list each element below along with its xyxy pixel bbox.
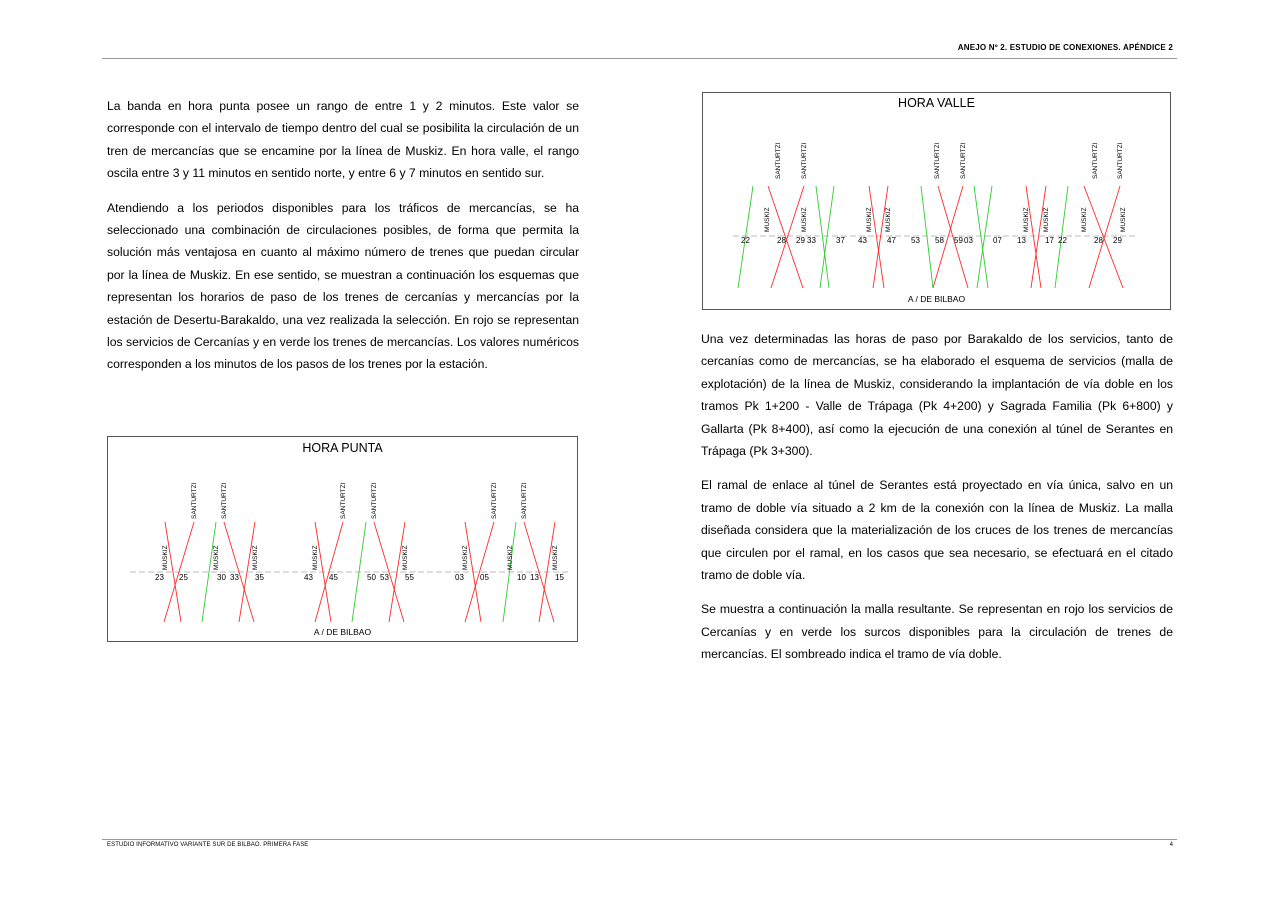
mercancias-train-line bbox=[974, 186, 988, 288]
santurtzi-direction-label: SANTURTZI bbox=[221, 482, 229, 519]
cercanias-train-line bbox=[873, 186, 888, 288]
cercanias-train-line bbox=[539, 522, 555, 622]
santurtzi-direction-label: SANTURTZI bbox=[191, 482, 199, 519]
muskiz-direction-label: MUSKIZ bbox=[866, 207, 874, 232]
minute-label: 25 bbox=[179, 573, 188, 582]
minute-label: 13 bbox=[530, 573, 539, 582]
minute-label: 37 bbox=[836, 236, 845, 245]
santurtzi-direction-label: SANTURTZI bbox=[371, 482, 379, 519]
santurtzi-direction-label: SANTURTZI bbox=[1092, 142, 1100, 179]
cercanias-train-line bbox=[869, 186, 884, 288]
minute-label: 33 bbox=[807, 236, 816, 245]
paragraph-band-range: La banda en hora punta posee un rango de entre 1 y 2 minutos. Este valor se corresponde con el intervalo de tiempo dentro del cual se posibilita la circulación de un tren de mercancías que se encamine por la línea de Muskiz. En hora valle, el rango oscila entre 3 y 11 minutos en sentido norte, y entre 6 y 7 minutos en sentido sur. bbox=[107, 99, 579, 181]
minute-label: 22 bbox=[741, 236, 750, 245]
santurtzi-direction-label: SANTURTZI bbox=[775, 142, 783, 179]
santurtzi-direction-label: SANTURTZI bbox=[960, 142, 968, 179]
bilbao-direction-label: A / DE BILBAO bbox=[313, 627, 372, 637]
muskiz-direction-label: MUSKIZ bbox=[1023, 207, 1031, 232]
santurtzi-direction-label: SANTURTZI bbox=[801, 142, 809, 179]
minute-label: 33 bbox=[230, 573, 239, 582]
muskiz-direction-label: MUSKIZ bbox=[801, 207, 809, 232]
minute-label: 28 bbox=[1094, 236, 1103, 245]
minute-label: 55 bbox=[405, 573, 414, 582]
minute-label: 10 bbox=[517, 573, 526, 582]
paragraph-ramal: El ramal de enlace al túnel de Serantes está proyectado en vía única, salvo en un tramo de doble vía situado a 2 km de la conexión con la línea de Muskiz. La malla diseñada considera que la materialización de los cruces de los trenes de mercancías que circulen por el ramal, en los casos que sea necesario, se efectuará en el citado tramo de doble vía. bbox=[701, 478, 1173, 583]
minute-label: 17 bbox=[1045, 236, 1054, 245]
diagram-title: HORA VALLE bbox=[898, 96, 975, 110]
minute-label: 59 bbox=[954, 236, 963, 245]
right-column bbox=[701, 328, 1173, 678]
footer-rule bbox=[102, 839, 1177, 840]
muskiz-direction-label: MUSKIZ bbox=[162, 545, 170, 570]
muskiz-direction-label: MUSKIZ bbox=[252, 545, 260, 570]
bilbao-direction-label: A / DE BILBAO bbox=[907, 294, 966, 304]
santurtzi-direction-label: SANTURTZI bbox=[521, 482, 529, 519]
santurtzi-direction-label: SANTURTZI bbox=[934, 142, 942, 179]
santurtzi-direction-label: SANTURTZI bbox=[491, 482, 499, 519]
muskiz-direction-label: MUSKIZ bbox=[764, 207, 772, 232]
minute-label: 47 bbox=[887, 236, 896, 245]
header-rule bbox=[102, 58, 1177, 59]
minute-label: 43 bbox=[858, 236, 867, 245]
minute-label: 58 bbox=[935, 236, 944, 245]
mercancias-train-line bbox=[921, 186, 933, 288]
paragraph-resultado: Se muestra a continuación la malla resultante. Se representan en rojo los servicios de Cercanías y en verde los surcos disponibles para la circulación de trenes de mercancías. El sombreado indica el tramo de vía doble. bbox=[701, 602, 1173, 662]
minute-label: 45 bbox=[329, 573, 338, 582]
minute-label: 05 bbox=[480, 573, 489, 582]
footer-page-number: 4 bbox=[1169, 842, 1173, 848]
diagram-hora-punta bbox=[107, 436, 578, 642]
minute-label: 23 bbox=[155, 573, 164, 582]
minute-label: 50 bbox=[367, 573, 376, 582]
minute-label: 22 bbox=[1058, 236, 1067, 245]
muskiz-direction-label: MUSKIZ bbox=[1043, 207, 1051, 232]
mercancias-train-line bbox=[977, 186, 992, 288]
left-column bbox=[107, 95, 579, 388]
minute-label: 03 bbox=[964, 236, 973, 245]
minute-label: 28 bbox=[777, 236, 786, 245]
muskiz-direction-label: MUSKIZ bbox=[885, 207, 893, 232]
muskiz-direction-label: MUSKIZ bbox=[213, 545, 221, 570]
muskiz-direction-label: MUSKIZ bbox=[1120, 207, 1128, 232]
footer-document-title: ESTUDIO INFORMATIVO VARIANTE SUR DE BILBAO. PRIMERA FASE bbox=[107, 842, 309, 848]
muskiz-direction-label: MUSKIZ bbox=[402, 545, 410, 570]
minute-label: 13 bbox=[1017, 236, 1026, 245]
diagram-hora-punta-svg bbox=[108, 437, 577, 641]
minute-label: 35 bbox=[255, 573, 264, 582]
paragraph-malla: Una vez determinadas las horas de paso por Barakaldo de los servicios, tanto de cercanías como de mercancías, se ha elaborado el esquema de servicios (malla de explotación) de la línea de Muskiz, considerando la implantación de vía doble en los tramos Pk 1+200 - Valle de Trápaga (Pk 4+200) y Sagrada Familia (Pk 6+800) y Gallarta (Pk 8+400), así como la ejecución de una conexión al túnel de Serantes en Trápaga (Pk 3+300). bbox=[701, 332, 1173, 459]
diagram-title: HORA PUNTA bbox=[302, 441, 383, 455]
muskiz-direction-label: MUSKIZ bbox=[312, 545, 320, 570]
minute-label: 30 bbox=[217, 573, 226, 582]
minute-label: 29 bbox=[796, 236, 805, 245]
diagram-hora-valle-svg bbox=[703, 93, 1170, 309]
minute-label: 03 bbox=[455, 573, 464, 582]
header-title: ANEJO Nº 2. ESTUDIO DE CONEXIONES. APÉNDICE 2 bbox=[957, 43, 1173, 52]
santurtzi-direction-label: SANTURTZI bbox=[340, 482, 348, 519]
muskiz-direction-label: MUSKIZ bbox=[552, 545, 560, 570]
minute-label: 53 bbox=[380, 573, 389, 582]
mercancias-train-line bbox=[352, 522, 366, 622]
santurtzi-direction-label: SANTURTZI bbox=[1117, 142, 1125, 179]
minute-label: 53 bbox=[911, 236, 920, 245]
muskiz-direction-label: MUSKIZ bbox=[462, 545, 470, 570]
paragraph-selection: Atendiendo a los periodos disponibles para los tráficos de mercancías, se ha seleccionado una combinación de circulaciones posibles, de forma que permita la solución más ventajosa en cuanto al máximo número de trenes que puedan circular por la línea de Muskiz. En ese sentido, se muestran a continuación los esquemas que representan los horarios de paso de los trenes de cercanías y mercancías por la estación de Desertu-Barakaldo, una vez realizada la selección. En rojo se representan los servicios de Cercanías y en verde los trenes de mercancías. Los valores numéricos corresponden a los minutos de los pasos de los trenes por la estación. bbox=[107, 200, 579, 372]
minute-label: 43 bbox=[304, 573, 313, 582]
muskiz-direction-label: MUSKIZ bbox=[1081, 207, 1089, 232]
cercanias-train-line bbox=[465, 522, 494, 622]
minute-label: 29 bbox=[1113, 236, 1122, 245]
minute-label: 15 bbox=[555, 573, 564, 582]
muskiz-direction-label: MUSKIZ bbox=[507, 545, 515, 570]
diagram-hora-valle bbox=[702, 92, 1171, 310]
minute-label: 07 bbox=[993, 236, 1002, 245]
